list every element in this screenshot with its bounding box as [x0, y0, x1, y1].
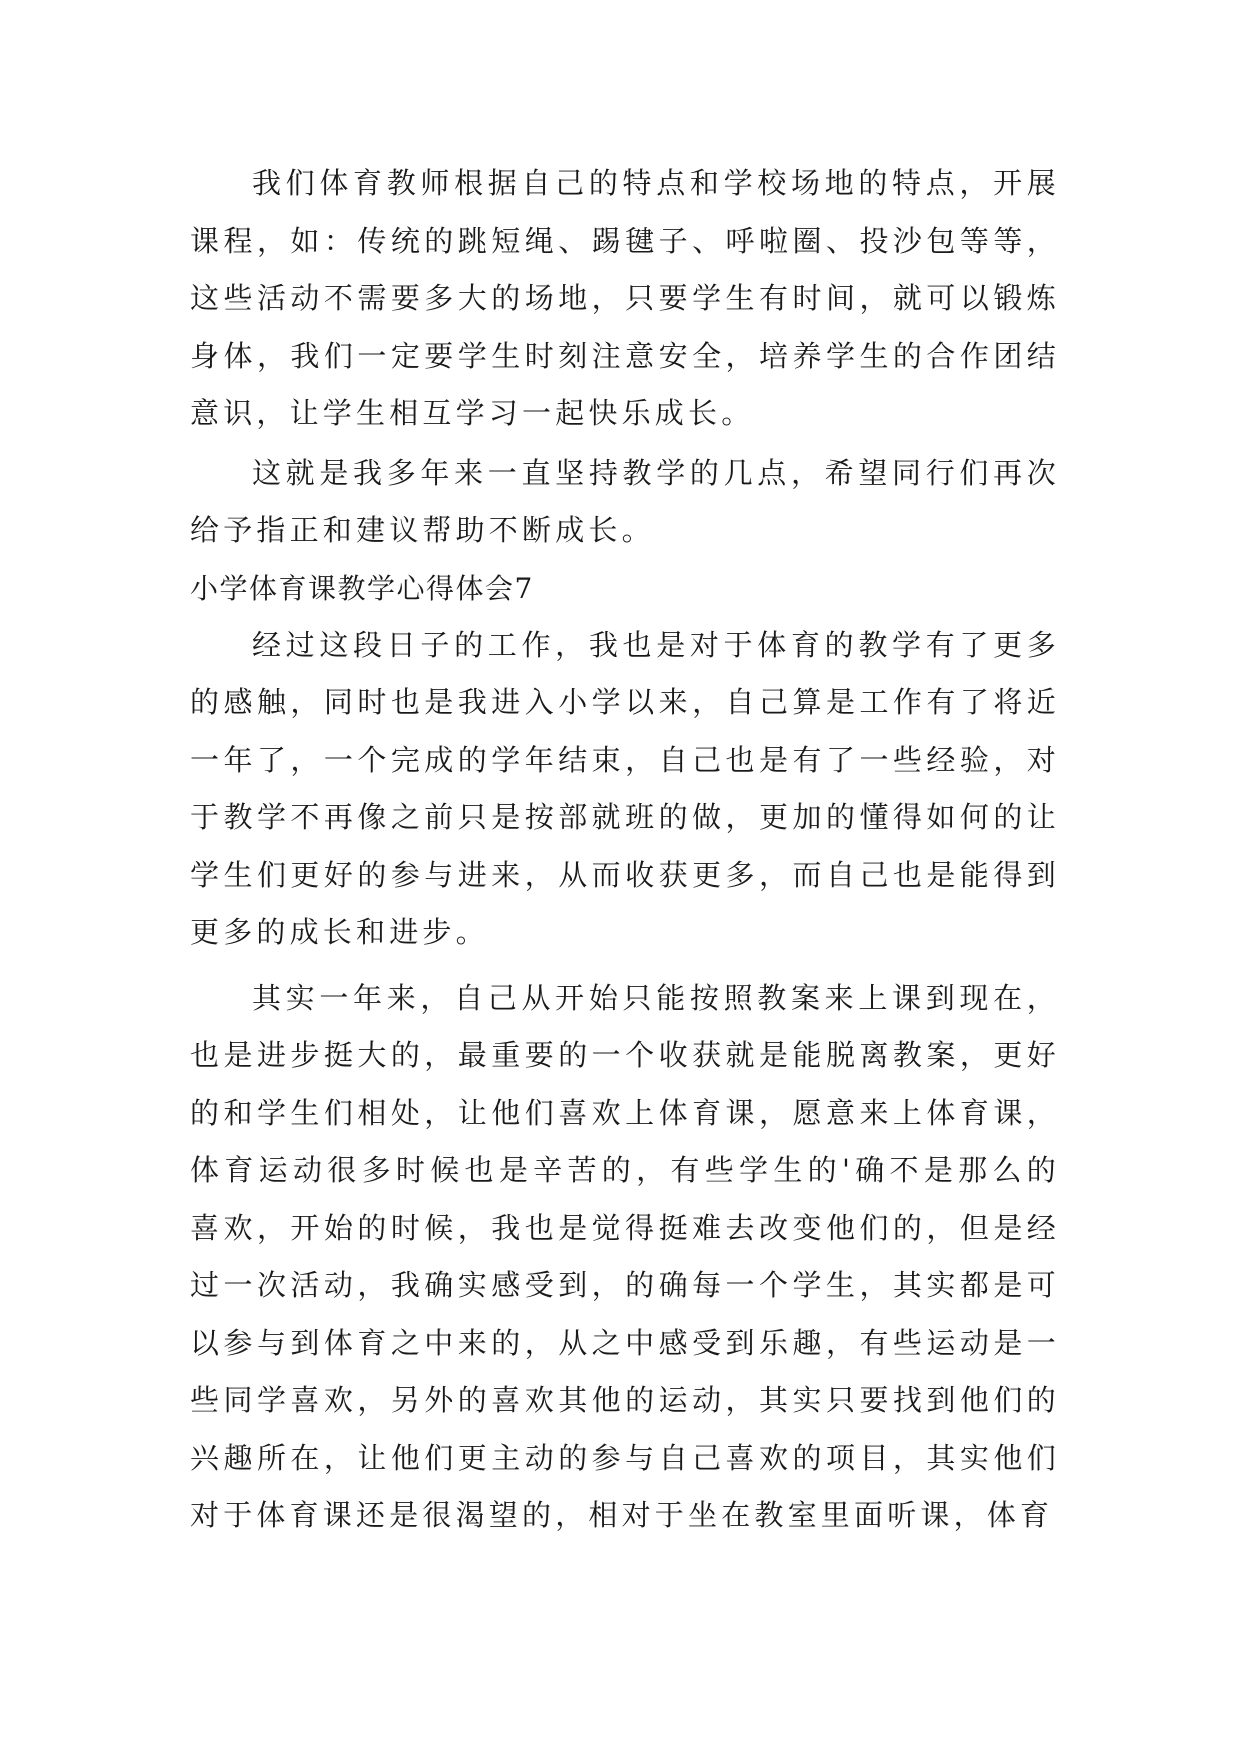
paragraph-1: 我们体育教师根据自己的特点和学校场地的特点，开展课程，如：传统的跳短绳、踢毽子、呼啦圈、投沙包等等，这些活动不需要多大的场地，只要学生有时间，就可以锻炼身体，我们一定要学生时刻注意安全，培养学生的合作团结意识，让学生相互学习一起快乐成长。 — [190, 166, 1060, 430]
paragraph-2: 这就是我多年来一直坚持教学的几点，希望同行们再次给予指正和建议帮助不断成长。 — [190, 455, 1060, 547]
section-heading: 小学体育课教学心得体会7 — [190, 571, 534, 605]
paragraph-3: 经过这段日子的工作，我也是对于体育的教学有了更多的感触，同时也是我进入小学以来，自己算是工作有了将近一年了，一个完成的学年结束，自己也是有了一些经验，对于教学不再像之前只是按部就班的做，更加的懂得如何的让学生们更好的参与进来，从而收获更多，而自己也是能得到更多的成长和进步。 — [190, 627, 1060, 949]
paragraph-4: 其实一年来，自己从开始只能按照教案来上课到现在，也是进步挺大的，最重要的一个收获就是能脱离教案，更好的和学生们相处，让他们喜欢上体育课，愿意来上体育课，体育运动很多时候也是辛苦的，有些学生的'确不是那么的喜欢，开始的时候，我也是觉得挺难去改变他们的，但是经过一次活动，我确实感受到，的确每一个学生，其实都是可以参与到体育之中来的，从之中感受到乐趣，有些运动是一些同学喜欢，另外的喜欢其他的运动，其实只要找到他们的兴趣所在，让他们更主动的参与自己喜欢的项目，其实他们对于体育课还是很渴望的，相对于坐在教室里面听课，体育 — [190, 980, 1060, 1532]
document-page — [190, 155, 1060, 1545]
